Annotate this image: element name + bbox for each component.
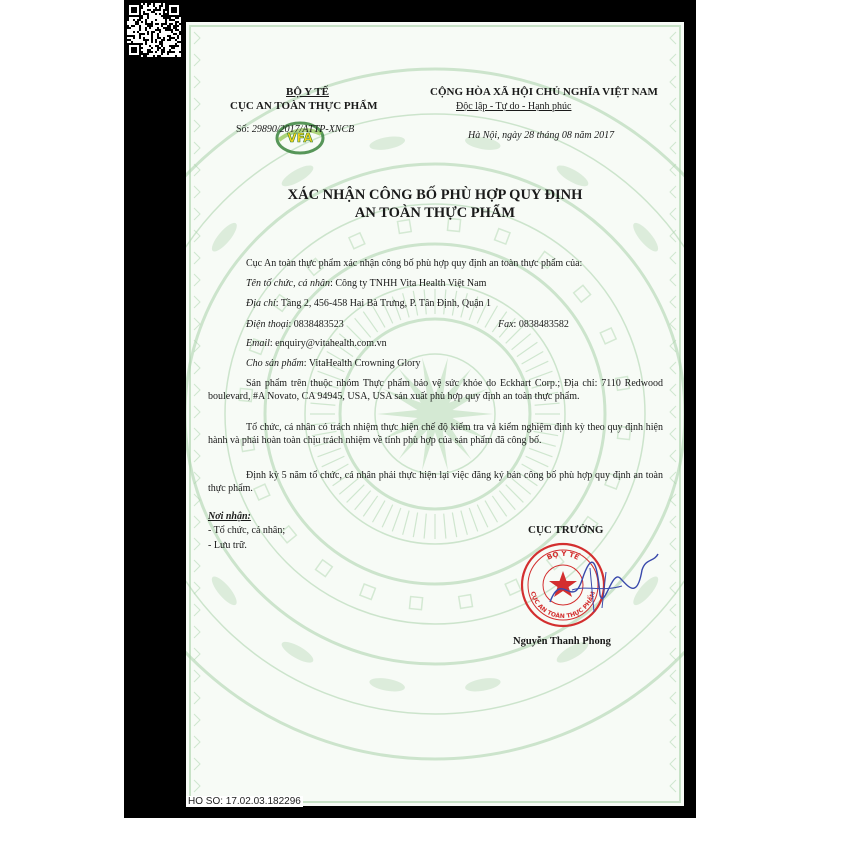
email-row: [246, 338, 387, 349]
product-label: Cho sản phẩm: [246, 358, 304, 369]
scan-border-right: [684, 0, 696, 818]
fax-value: : 0838483582: [513, 319, 569, 330]
document-number: [236, 124, 354, 135]
agency-name: CỤC AN TOÀN THỰC PHẨM: [230, 100, 378, 112]
stamp-top-text: BỘ Y TẾ: [545, 549, 581, 562]
document-title-line2: AN TOÀN THỰC PHẨM: [354, 205, 516, 221]
fax-label: Fax: [498, 319, 514, 330]
country-name: CỘNG HÒA XÃ HỘI CHỦ NGHĨA VIỆT NAM: [430, 86, 658, 98]
national-motto: Độc lập - Tự do - Hạnh phúc: [456, 101, 572, 112]
qr-code: [127, 3, 181, 57]
signer-role: CỤC TRƯỞNG: [528, 524, 604, 536]
fax-row: [498, 319, 569, 330]
document-title-line1: XÁC NHẬN CÔNG BỐ PHÙ HỢP QUY ĐỊNH: [287, 187, 583, 203]
address-value: : Tầng 2, 456-458 Hai Bà Trưng, P. Tân Định, Quận 1: [275, 298, 492, 309]
scan-border-bottom: [124, 806, 696, 818]
email-value: : enquiry@vitahealth.com.vn: [269, 338, 387, 349]
product-row: [246, 358, 421, 369]
paragraph-product-group: Sản phẩm trên thuộc nhóm Thực phẩm bảo vệ sức khỏe do Eckhart Corp.; Địa chỉ: 7110 Redwood boulevard, #A Novato, CA 94945, USA, USA sản xuất phù hợp quy định an toàn thực phẩm.: [208, 378, 663, 402]
signer-name: Nguyễn Thanh Phong: [513, 636, 611, 647]
org-value: : Công ty TNHH Vita Health Việt Nam: [330, 278, 487, 289]
signature-ink: [542, 550, 662, 620]
org-row: [246, 278, 486, 289]
paragraph-renewal: Định kỳ 5 năm tổ chức, cá nhân phải thực hiện lại việc đăng ký bản công bố phù hợp quy định an toàn thực phẩm.: [208, 470, 663, 494]
recipient-item: - Tổ chức, cá nhân;: [208, 525, 286, 536]
ministry-name: BỘ Y TẾ: [286, 86, 329, 98]
dossier-code: HO SO: 17.02.03.182296: [188, 796, 301, 807]
product-value: : VitaHealth Crowning Glory: [303, 358, 421, 369]
phone-row: [246, 319, 344, 330]
paragraph-responsibility: Tổ chức, cá nhân có trách nhiệm thực hiện chế độ kiểm tra và kiểm nghiệm định kỳ theo quy định hiện hành và phải hoàn toàn chịu trách nhiệm về tính phù hợp của sản phẩm đã công bố.: [208, 422, 663, 446]
org-label: Tên tổ chức, cá nhân: [246, 278, 331, 289]
stamp-bottom-text: CỤC AN TOÀN THỰC PHẨM: [528, 590, 598, 621]
document-number-label: Số:: [236, 124, 250, 135]
scan-border-top: [124, 0, 696, 22]
address-label: Địa chỉ: [246, 298, 276, 309]
intro-text: Cục An toàn thực phẩm xác nhận công bố phù hợp quy định an toàn thực phẩm của:: [246, 258, 583, 269]
place-and-date: Hà Nội, ngày 28 tháng 08 năm 2017: [468, 130, 615, 141]
vfa-logo-text: VFA: [287, 131, 313, 145]
email-label: Email: [246, 338, 270, 349]
recipient-item: - Lưu trữ.: [208, 540, 247, 551]
phone-label: Điện thoại: [246, 319, 289, 330]
document-number-value: 29890/2017/ATTP-XNCB: [251, 124, 355, 135]
scan-border-left: [124, 0, 186, 818]
address-row: [246, 298, 491, 309]
certificate-page: [186, 22, 684, 806]
recipients-heading: Nơi nhận:: [208, 511, 251, 522]
phone-value: : 0838483523: [288, 319, 344, 330]
